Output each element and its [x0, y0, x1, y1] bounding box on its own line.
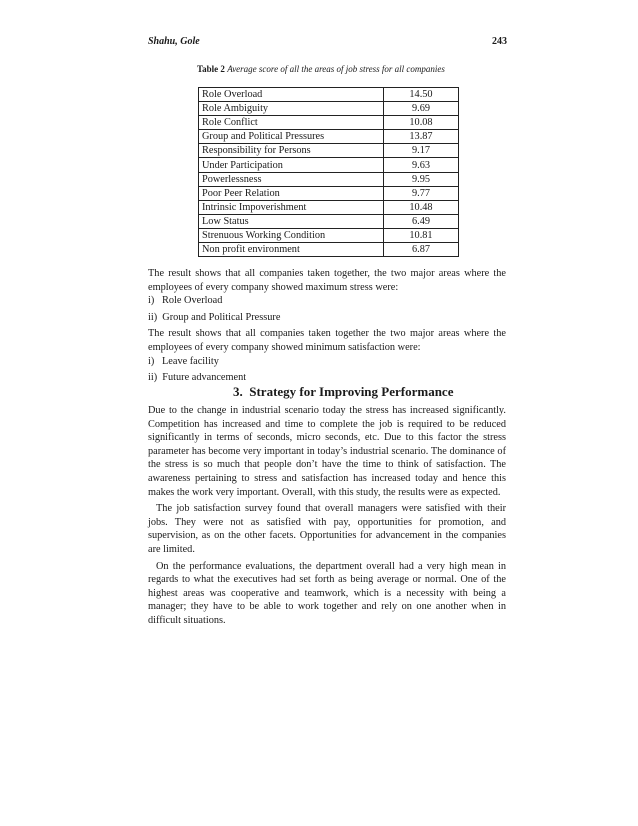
area-cell: Non profit environment [199, 243, 384, 257]
area-cell: Intrinsic Impoverishment [199, 200, 384, 214]
area-cell: Strenuous Working Condition [199, 228, 384, 242]
score-cell: 10.48 [384, 200, 459, 214]
stress-result-paragraph: The result shows that all companies taken together, the two major areas where the employees of every company showed maximum stress were: [148, 268, 506, 293]
score-cell: 6.87 [384, 243, 459, 257]
list-item: i) Leave facility [148, 355, 219, 367]
table-row [199, 214, 459, 228]
table-row [199, 243, 459, 257]
table-caption [197, 64, 445, 74]
score-cell: 9.17 [384, 144, 459, 158]
area-cell: Group and Political Pressures [199, 130, 384, 144]
table-row [199, 130, 459, 144]
results-section [148, 267, 506, 385]
table-row [199, 158, 459, 172]
table-row [199, 186, 459, 200]
score-cell: 9.77 [384, 186, 459, 200]
area-cell: Role Ambiguity [199, 102, 384, 116]
paragraph: On the performance evaluations, the department overall had a very high mean in regards to what the executives had set forth as being average or normal. One of the highest areas was cooperative and teamwork, which is a necessity with being a manager; they have to be able to work together and rely on one another when in difficult situations. [148, 560, 506, 626]
paragraph: The job satisfaction survey found that overall managers were satisfied with their jobs. They were not as satisfied with pay, opportunities for promotion, and supervision, as on the other facets. Opportunities for advancement in the companies are limited. [148, 503, 506, 555]
table-row [199, 228, 459, 242]
score-cell: 9.95 [384, 172, 459, 186]
area-cell: Poor Peer Relation [199, 186, 384, 200]
score-cell: 9.63 [384, 158, 459, 172]
score-cell: 9.69 [384, 102, 459, 116]
paragraph: Due to the change in industrial scenario today the stress has increased significantly. Competition has increased and time to complete the job is required to be reduced significantly in terms of seconds, micro seconds, etc. Due to this factor the stress parameter has become very important in today’s industrial scenario. The dominance of the stress is so much that people don’t have the time to think of satisfaction. The awareness pertaining to stress and satisfaction has increased today and hence this makes the work very important. Overall, with this study, the results were as expected. [148, 405, 506, 498]
section-heading: 3. Strategy for Improving Performance [233, 384, 454, 399]
list-item: i) Role Overload [148, 295, 223, 307]
table-caption-label: Table 2 [197, 64, 225, 74]
table-row [199, 116, 459, 130]
score-cell: 10.08 [384, 116, 459, 130]
score-cell: 13.87 [384, 130, 459, 144]
page-number: 243 [492, 36, 507, 47]
table-row [199, 144, 459, 158]
list-item: ii) Future advancement [148, 372, 247, 384]
score-cell: 6.49 [384, 214, 459, 228]
score-cell: 10.81 [384, 228, 459, 242]
area-cell: Role Overload [199, 88, 384, 102]
table-row [199, 200, 459, 214]
table-caption-text: Average score of all the areas of job stress for all companies [227, 64, 445, 74]
running-header-author: Shahu, Gole [148, 36, 200, 47]
table-row [199, 172, 459, 186]
area-cell: Role Conflict [199, 116, 384, 130]
table-row [199, 88, 459, 102]
satisfaction-result-paragraph: The result shows that all companies taken together the two major areas where the employees of every company showed minimum satisfaction were: [148, 328, 506, 353]
area-cell: Under Participation [199, 158, 384, 172]
area-cell: Low Status [199, 214, 384, 228]
strategy-section [148, 404, 506, 628]
area-cell: Powerlessness [199, 172, 384, 186]
table-row [199, 102, 459, 116]
area-cell: Responsibility for Persons [199, 144, 384, 158]
list-item: ii) Group and Political Pressure [148, 311, 281, 323]
score-cell: 14.50 [384, 88, 459, 102]
stress-score-table [198, 87, 459, 257]
